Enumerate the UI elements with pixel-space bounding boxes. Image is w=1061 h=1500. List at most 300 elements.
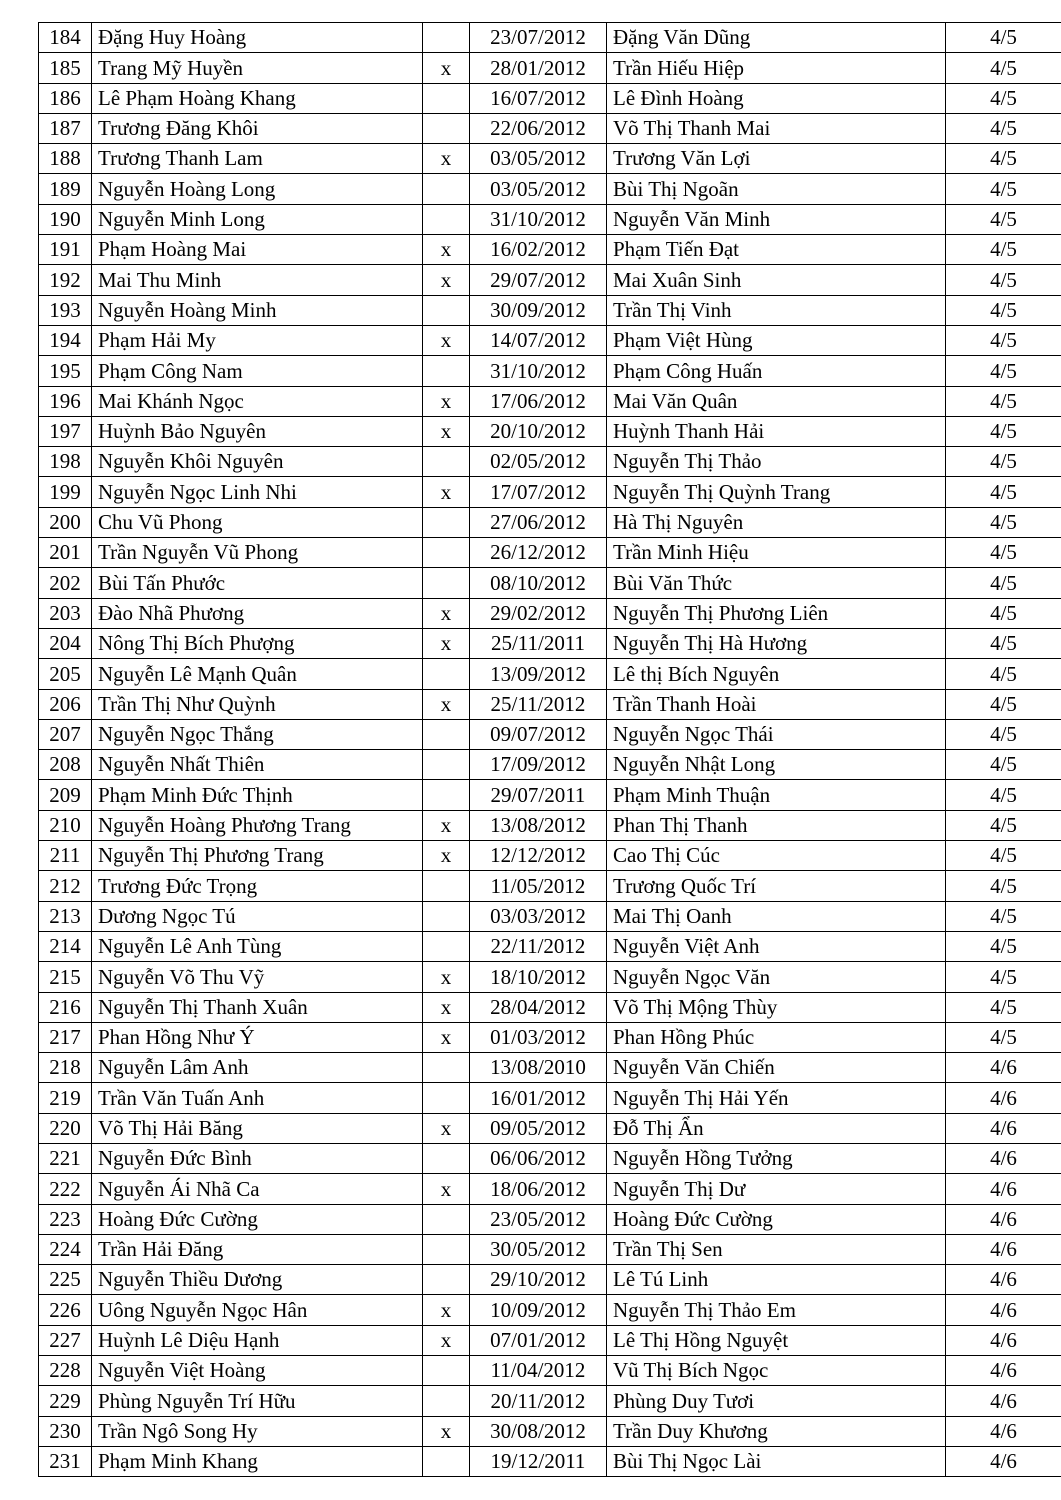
student-name-cell: Chu Vũ Phong [92,507,423,537]
female-mark-cell [423,1386,470,1416]
female-mark-cell [423,113,470,143]
row-number-cell: 197 [39,416,92,446]
student-name-cell: Phạm Minh Khang [92,1446,423,1476]
table-row [39,780,1061,810]
student-name-cell: Nguyễn Hoàng Long [92,174,423,204]
female-mark-cell: x [423,1416,470,1446]
table-row [39,1143,1061,1173]
parent-name-cell: Phan Hồng Phúc [607,1022,946,1052]
class-cell: 4/6 [946,1446,1061,1476]
class-cell: 4/6 [946,1113,1061,1143]
parent-name-cell: Trương Văn Lợi [607,144,946,174]
row-number-cell: 199 [39,477,92,507]
table-row [39,659,1061,689]
table-row [39,1113,1061,1143]
birth-date-cell: 25/11/2012 [470,689,607,719]
student-name-cell: Đặng Huy Hoàng [92,23,423,53]
female-mark-cell: x [423,841,470,871]
female-mark-cell [423,931,470,961]
birth-date-cell: 16/02/2012 [470,235,607,265]
student-name-cell: Nguyễn Nhất Thiên [92,750,423,780]
class-cell: 4/5 [946,477,1061,507]
student-name-cell: Mai Khánh Ngọc [92,386,423,416]
row-number-cell: 229 [39,1386,92,1416]
table-row [39,113,1061,143]
parent-name-cell: Nguyễn Văn Chiến [607,1053,946,1083]
student-name-cell: Nguyễn Thị Phương Trang [92,841,423,871]
class-cell: 4/5 [946,265,1061,295]
row-number-cell: 230 [39,1416,92,1446]
table-row [39,507,1061,537]
row-number-cell: 224 [39,1234,92,1264]
birth-date-cell: 23/07/2012 [470,23,607,53]
class-cell: 4/5 [946,992,1061,1022]
birth-date-cell: 19/12/2011 [470,1446,607,1476]
birth-date-cell: 30/08/2012 [470,1416,607,1446]
parent-name-cell: Trần Thanh Hoài [607,689,946,719]
class-cell: 4/6 [946,1265,1061,1295]
table-row [39,235,1061,265]
parent-name-cell: Lê Tú Linh [607,1265,946,1295]
female-mark-cell: x [423,810,470,840]
class-cell: 4/5 [946,628,1061,658]
class-cell: 4/5 [946,780,1061,810]
parent-name-cell: Đặng Văn Dũng [607,23,946,53]
class-cell: 4/5 [946,598,1061,628]
class-cell: 4/5 [946,719,1061,749]
parent-name-cell: Phạm Công Huấn [607,356,946,386]
student-name-cell: Trương Đăng Khôi [92,113,423,143]
student-name-cell: Huỳnh Bảo Nguyên [92,416,423,446]
table-row [39,477,1061,507]
female-mark-cell [423,356,470,386]
student-name-cell: Trương Đức Trọng [92,871,423,901]
female-mark-cell: x [423,325,470,355]
student-name-cell: Nông Thị Bích Phượng [92,628,423,658]
student-name-cell: Nguyễn Hoàng Minh [92,295,423,325]
birth-date-cell: 29/07/2012 [470,265,607,295]
table-row [39,1265,1061,1295]
parent-name-cell: Lê Đình Hoàng [607,83,946,113]
row-number-cell: 228 [39,1356,92,1386]
parent-name-cell: Nguyễn Thị Hải Yến [607,1083,946,1113]
class-cell: 4/5 [946,204,1061,234]
student-name-cell: Phùng Nguyễn Trí Hữu [92,1386,423,1416]
parent-name-cell: Nguyễn Thị Quỳnh Trang [607,477,946,507]
birth-date-cell: 02/05/2012 [470,447,607,477]
class-cell: 4/5 [946,1022,1061,1052]
class-cell: 4/6 [946,1234,1061,1264]
birth-date-cell: 18/06/2012 [470,1174,607,1204]
class-cell: 4/6 [946,1416,1061,1446]
student-name-cell: Trần Thị Như Quỳnh [92,689,423,719]
class-cell: 4/5 [946,962,1061,992]
class-cell: 4/5 [946,386,1061,416]
female-mark-cell: x [423,628,470,658]
female-mark-cell [423,538,470,568]
student-name-cell: Huỳnh Lê Diệu Hạnh [92,1325,423,1355]
row-number-cell: 188 [39,144,92,174]
birth-date-cell: 09/07/2012 [470,719,607,749]
student-name-cell: Mai Thu Minh [92,265,423,295]
row-number-cell: 219 [39,1083,92,1113]
female-mark-cell: x [423,598,470,628]
student-name-cell: Trương Thanh Lam [92,144,423,174]
table-row [39,23,1061,53]
female-mark-cell: x [423,992,470,1022]
student-name-cell: Uông Nguyễn Ngọc Hân [92,1295,423,1325]
row-number-cell: 192 [39,265,92,295]
row-number-cell: 194 [39,325,92,355]
parent-name-cell: Nguyễn Thị Dư [607,1174,946,1204]
birth-date-cell: 17/06/2012 [470,386,607,416]
parent-name-cell: Lê thị Bích Nguyên [607,659,946,689]
student-name-cell: Nguyễn Đức Bình [92,1143,423,1173]
parent-name-cell: Mai Xuân Sinh [607,265,946,295]
birth-date-cell: 16/07/2012 [470,83,607,113]
birth-date-cell: 03/03/2012 [470,901,607,931]
table-row [39,1053,1061,1083]
row-number-cell: 217 [39,1022,92,1052]
table-row [39,750,1061,780]
student-name-cell: Lê Phạm Hoàng Khang [92,83,423,113]
parent-name-cell: Bùi Thị Ngoãn [607,174,946,204]
row-number-cell: 186 [39,83,92,113]
class-cell: 4/5 [946,83,1061,113]
student-name-cell: Trần Hải Đăng [92,1234,423,1264]
birth-date-cell: 12/12/2012 [470,841,607,871]
row-number-cell: 216 [39,992,92,1022]
class-cell: 4/5 [946,750,1061,780]
birth-date-cell: 18/10/2012 [470,962,607,992]
female-mark-cell [423,204,470,234]
student-name-cell: Trần Ngô Song Hy [92,1416,423,1446]
table-row [39,144,1061,174]
row-number-cell: 203 [39,598,92,628]
student-name-cell: Phạm Minh Đức Thịnh [92,780,423,810]
table-row [39,1204,1061,1234]
student-name-cell: Phạm Công Nam [92,356,423,386]
row-number-cell: 185 [39,53,92,83]
row-number-cell: 184 [39,23,92,53]
female-mark-cell: x [423,962,470,992]
parent-name-cell: Hà Thị Nguyên [607,507,946,537]
birth-date-cell: 17/09/2012 [470,750,607,780]
birth-date-cell: 14/07/2012 [470,325,607,355]
row-number-cell: 223 [39,1204,92,1234]
female-mark-cell: x [423,1174,470,1204]
parent-name-cell: Trần Thị Vinh [607,295,946,325]
birth-date-cell: 29/10/2012 [470,1265,607,1295]
female-mark-cell: x [423,235,470,265]
parent-name-cell: Phạm Việt Hùng [607,325,946,355]
female-mark-cell [423,83,470,113]
female-mark-cell [423,1265,470,1295]
female-mark-cell [423,568,470,598]
class-cell: 4/5 [946,659,1061,689]
class-cell: 4/5 [946,931,1061,961]
parent-name-cell: Hoàng Đức Cường [607,1204,946,1234]
parent-name-cell: Nguyễn Thị Phương Liên [607,598,946,628]
class-cell: 4/6 [946,1356,1061,1386]
table-row [39,447,1061,477]
row-number-cell: 227 [39,1325,92,1355]
female-mark-cell [423,295,470,325]
parent-name-cell: Nguyễn Thị Thảo Em [607,1295,946,1325]
female-mark-cell: x [423,689,470,719]
birth-date-cell: 22/11/2012 [470,931,607,961]
table-row [39,689,1061,719]
female-mark-cell [423,1356,470,1386]
table-row [39,325,1061,355]
student-name-cell: Nguyễn Ngọc Thắng [92,719,423,749]
row-number-cell: 213 [39,901,92,931]
table-row [39,1325,1061,1355]
row-number-cell: 207 [39,719,92,749]
birth-date-cell: 31/10/2012 [470,204,607,234]
class-cell: 4/6 [946,1174,1061,1204]
birth-date-cell: 29/07/2011 [470,780,607,810]
student-name-cell: Nguyễn Ái Nhã Ca [92,1174,423,1204]
class-cell: 4/5 [946,235,1061,265]
parent-name-cell: Phạm Tiến Đạt [607,235,946,265]
row-number-cell: 215 [39,962,92,992]
row-number-cell: 204 [39,628,92,658]
class-cell: 4/6 [946,1143,1061,1173]
table-row [39,992,1061,1022]
female-mark-cell [423,1204,470,1234]
female-mark-cell: x [423,1113,470,1143]
row-number-cell: 212 [39,871,92,901]
student-name-cell: Phạm Hải My [92,325,423,355]
female-mark-cell: x [423,1325,470,1355]
row-number-cell: 198 [39,447,92,477]
row-number-cell: 206 [39,689,92,719]
student-name-cell: Hoàng Đức Cường [92,1204,423,1234]
row-number-cell: 214 [39,931,92,961]
birth-date-cell: 09/05/2012 [470,1113,607,1143]
birth-date-cell: 27/06/2012 [470,507,607,537]
row-number-cell: 225 [39,1265,92,1295]
class-cell: 4/5 [946,841,1061,871]
table-row [39,1174,1061,1204]
row-number-cell: 196 [39,386,92,416]
table-row [39,53,1061,83]
class-cell: 4/5 [946,568,1061,598]
parent-name-cell: Nguyễn Văn Minh [607,204,946,234]
table-row [39,719,1061,749]
class-cell: 4/5 [946,416,1061,446]
parent-name-cell: Nguyễn Thị Thảo [607,447,946,477]
birth-date-cell: 20/11/2012 [470,1386,607,1416]
student-name-cell: Nguyễn Lê Anh Tùng [92,931,423,961]
female-mark-cell [423,901,470,931]
row-number-cell: 190 [39,204,92,234]
table-row [39,1022,1061,1052]
row-number-cell: 191 [39,235,92,265]
female-mark-cell [423,1083,470,1113]
class-cell: 4/5 [946,144,1061,174]
parent-name-cell: Trần Hiếu Hiệp [607,53,946,83]
female-mark-cell [423,871,470,901]
parent-name-cell: Nguyễn Ngọc Văn [607,962,946,992]
female-mark-cell: x [423,265,470,295]
birth-date-cell: 30/05/2012 [470,1234,607,1264]
birth-date-cell: 01/03/2012 [470,1022,607,1052]
class-cell: 4/5 [946,507,1061,537]
class-cell: 4/6 [946,1204,1061,1234]
parent-name-cell: Nguyễn Ngọc Thái [607,719,946,749]
female-mark-cell: x [423,477,470,507]
birth-date-cell: 28/04/2012 [470,992,607,1022]
class-cell: 4/5 [946,538,1061,568]
class-cell: 4/5 [946,113,1061,143]
table-row [39,416,1061,446]
table-row [39,1356,1061,1386]
female-mark-cell: x [423,1295,470,1325]
female-mark-cell: x [423,386,470,416]
birth-date-cell: 03/05/2012 [470,144,607,174]
birth-date-cell: 11/04/2012 [470,1356,607,1386]
row-number-cell: 209 [39,780,92,810]
row-number-cell: 211 [39,841,92,871]
student-name-cell: Nguyễn Hoàng Phương Trang [92,810,423,840]
female-mark-cell [423,780,470,810]
female-mark-cell [423,1143,470,1173]
parent-name-cell: Võ Thị Mộng Thùy [607,992,946,1022]
parent-name-cell: Phùng Duy Tươi [607,1386,946,1416]
student-name-cell: Nguyễn Võ Thu Vỹ [92,962,423,992]
student-name-cell: Phạm Hoàng Mai [92,235,423,265]
female-mark-cell [423,719,470,749]
table-row [39,174,1061,204]
student-name-cell: Nguyễn Ngọc Linh Nhi [92,477,423,507]
student-name-cell: Bùi Tấn Phước [92,568,423,598]
class-cell: 4/5 [946,447,1061,477]
table-row [39,841,1061,871]
female-mark-cell: x [423,1022,470,1052]
female-mark-cell [423,447,470,477]
table-row [39,265,1061,295]
parent-name-cell: Nguyễn Nhật Long [607,750,946,780]
class-cell: 4/6 [946,1053,1061,1083]
birth-date-cell: 13/09/2012 [470,659,607,689]
row-number-cell: 202 [39,568,92,598]
table-row [39,1083,1061,1113]
class-cell: 4/5 [946,356,1061,386]
student-name-cell: Nguyễn Thiều Dương [92,1265,423,1295]
table-row [39,295,1061,325]
female-mark-cell [423,23,470,53]
roster-body [39,23,1061,1477]
parent-name-cell: Trần Duy Khương [607,1416,946,1446]
female-mark-cell: x [423,144,470,174]
table-row [39,1234,1061,1264]
parent-name-cell: Trần Minh Hiệu [607,538,946,568]
table-row [39,568,1061,598]
birth-date-cell: 10/09/2012 [470,1295,607,1325]
female-mark-cell [423,1234,470,1264]
parent-name-cell: Bùi Thị Ngọc Lài [607,1446,946,1476]
table-row [39,386,1061,416]
student-name-cell: Võ Thị Hải Băng [92,1113,423,1143]
row-number-cell: 205 [39,659,92,689]
table-row [39,598,1061,628]
table-row [39,1446,1061,1476]
parent-name-cell: Mai Văn Quân [607,386,946,416]
class-cell: 4/5 [946,295,1061,325]
row-number-cell: 200 [39,507,92,537]
row-number-cell: 222 [39,1174,92,1204]
table-row [39,538,1061,568]
birth-date-cell: 17/07/2012 [470,477,607,507]
class-cell: 4/5 [946,325,1061,355]
class-cell: 4/6 [946,1083,1061,1113]
parent-name-cell: Võ Thị Thanh Mai [607,113,946,143]
row-number-cell: 208 [39,750,92,780]
parent-name-cell: Trương Quốc Trí [607,871,946,901]
row-number-cell: 226 [39,1295,92,1325]
class-cell: 4/5 [946,23,1061,53]
parent-name-cell: Nguyễn Hồng Tưởng [607,1143,946,1173]
birth-date-cell: 06/06/2012 [470,1143,607,1173]
birth-date-cell: 13/08/2010 [470,1053,607,1083]
parent-name-cell: Huỳnh Thanh Hải [607,416,946,446]
birth-date-cell: 31/10/2012 [470,356,607,386]
student-name-cell: Phan Hồng Như Ý [92,1022,423,1052]
student-name-cell: Trang Mỹ Huyền [92,53,423,83]
class-cell: 4/5 [946,871,1061,901]
student-name-cell: Nguyễn Khôi Nguyên [92,447,423,477]
parent-name-cell: Đỗ Thị Ẩn [607,1113,946,1143]
table-row [39,1386,1061,1416]
student-name-cell: Nguyễn Lê Mạnh Quân [92,659,423,689]
row-number-cell: 189 [39,174,92,204]
table-row [39,1295,1061,1325]
student-name-cell: Đào Nhã Phương [92,598,423,628]
row-number-cell: 195 [39,356,92,386]
student-name-cell: Trần Văn Tuấn Anh [92,1083,423,1113]
female-mark-cell: x [423,416,470,446]
birth-date-cell: 28/01/2012 [470,53,607,83]
student-roster-table [38,22,1061,1477]
class-cell: 4/5 [946,53,1061,83]
class-cell: 4/5 [946,689,1061,719]
parent-name-cell: Bùi Văn Thức [607,568,946,598]
table-row [39,810,1061,840]
birth-date-cell: 16/01/2012 [470,1083,607,1113]
table-row [39,628,1061,658]
female-mark-cell [423,174,470,204]
row-number-cell: 220 [39,1113,92,1143]
birth-date-cell: 20/10/2012 [470,416,607,446]
birth-date-cell: 11/05/2012 [470,871,607,901]
female-mark-cell [423,750,470,780]
female-mark-cell [423,507,470,537]
female-mark-cell [423,1446,470,1476]
birth-date-cell: 22/06/2012 [470,113,607,143]
row-number-cell: 231 [39,1446,92,1476]
birth-date-cell: 03/05/2012 [470,174,607,204]
student-name-cell: Nguyễn Lâm Anh [92,1053,423,1083]
student-name-cell: Nguyễn Việt Hoàng [92,1356,423,1386]
student-name-cell: Nguyễn Thị Thanh Xuân [92,992,423,1022]
table-row [39,901,1061,931]
birth-date-cell: 25/11/2011 [470,628,607,658]
birth-date-cell: 07/01/2012 [470,1325,607,1355]
parent-name-cell: Phạm Minh Thuận [607,780,946,810]
table-row [39,931,1061,961]
